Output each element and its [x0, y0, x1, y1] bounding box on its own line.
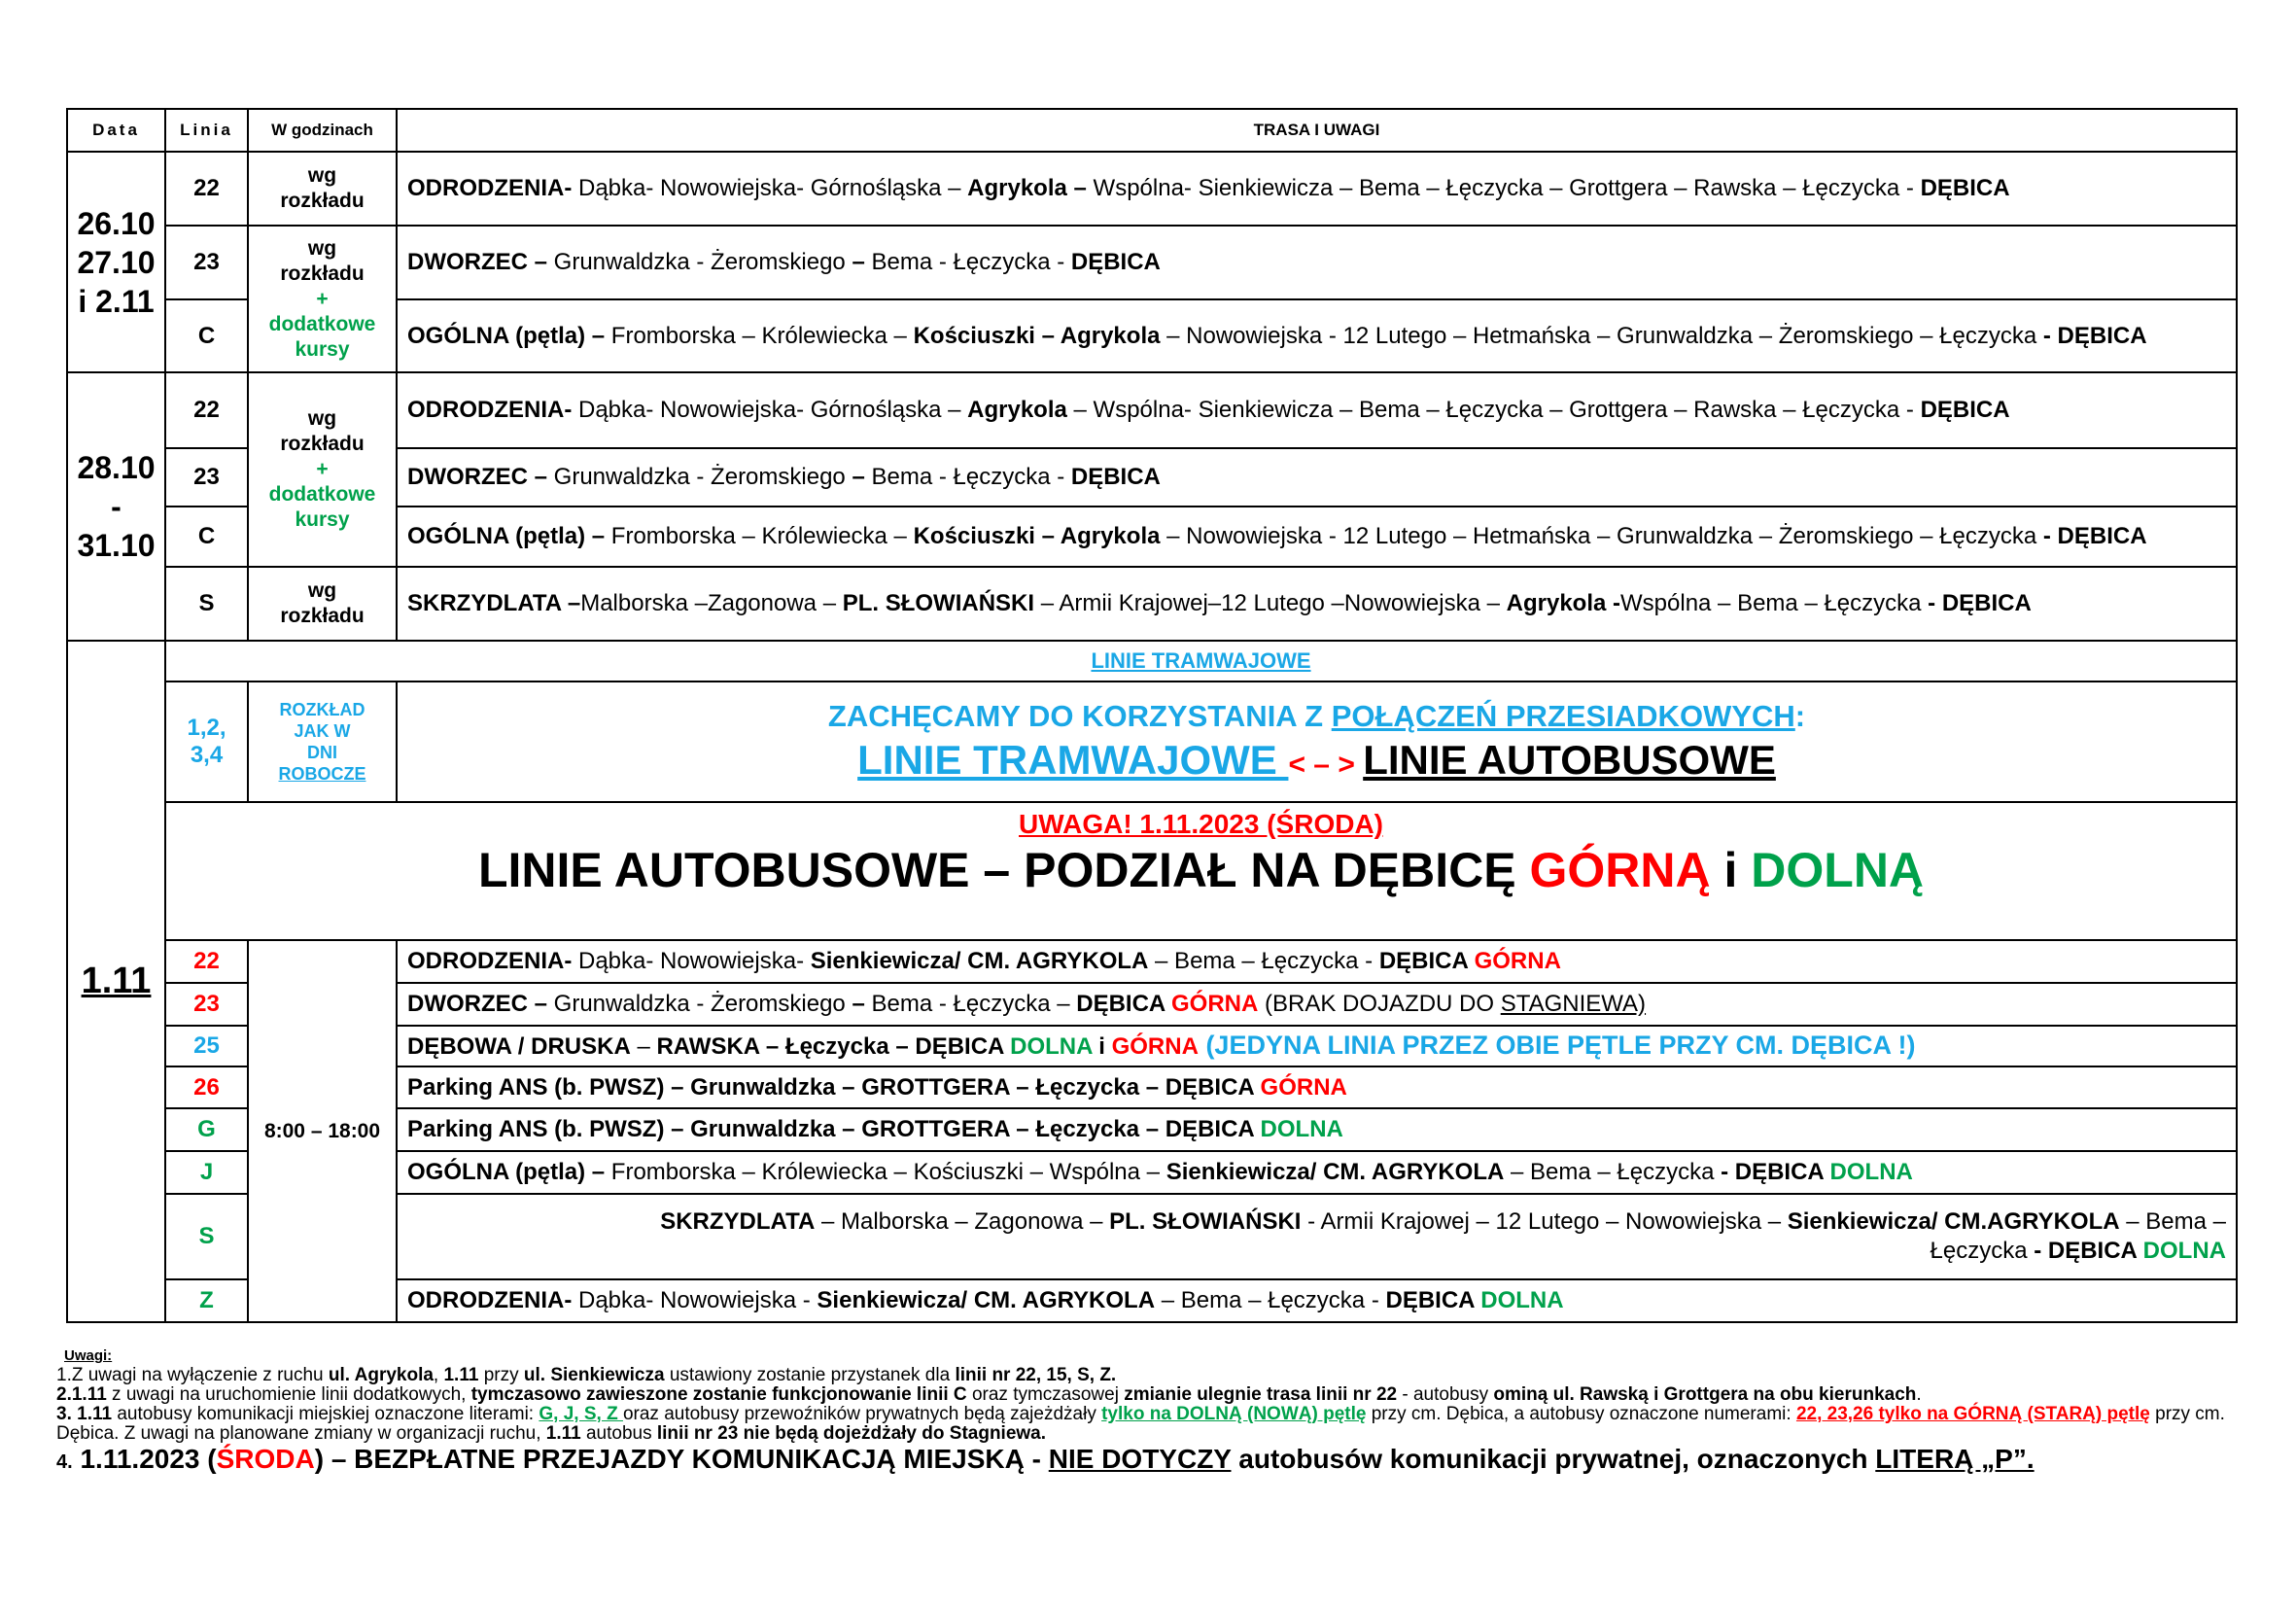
tram-line-numbers: 1,2, 3,4 [165, 682, 248, 802]
bus-division-notice: UWAGA! 1.11.2023 (ŚRODA) LINIE AUTOBUSOWE – PODZIAŁ NA DĘBICĘ GÓRNĄ i DOLNĄ [165, 802, 2237, 940]
route-cell: Parking ANS (b. PWSZ) – Grunwaldzka – GROTTGERA – Łęczycka – DĘBICA GÓRNA [397, 1066, 2237, 1108]
table-row [67, 372, 2237, 448]
line-number: 22 [165, 372, 248, 448]
line-number: 25 [165, 1026, 248, 1066]
note-1: 1.Z uwagi na wyłączenie z ruchu ul. Agrykola, 1.11 przy ul. Sienkiewicza ustawiony zostanie przystanek dla linii nr 22, 15, S, Z. [56, 1365, 1117, 1385]
table-row [67, 940, 2237, 983]
route-cell: ODRODZENIA- Dąbka- Nowowiejska- Górnośląska – Agrykola – Wspólna- Sienkiewicza – Bema – Łęczycka – Grottgera – Rawska – Łęczycka - DĘBICA [397, 152, 2237, 226]
route-cell: DWORZEC – Grunwaldzka - Żeromskiego – Bema - Łęczycka - DĘBICA [397, 448, 2237, 507]
header-line: Linia [165, 109, 248, 152]
header-row [67, 109, 2237, 152]
table-row [67, 682, 2237, 802]
transfer-promo: ZACHĘCAMY DO KORZYSTANIA Z POŁĄCZEŃ PRZESIADKOWYCH: LINIE TRAMWAJOWE < – > LINIE AUTOBUSOWE [397, 682, 2237, 802]
table-row [67, 226, 2237, 299]
hours-cell: wg rozkładu + dodatkowe kursy [248, 226, 397, 372]
line-number: J [165, 1151, 248, 1194]
block3-date: 1.11 [67, 641, 165, 1322]
route-cell: Parking ANS (b. PWSZ) – Grunwaldzka – GROTTGERA – Łęczycka – DĘBICA DOLNA [397, 1108, 2237, 1151]
note-4: 4. 1.11.2023 (ŚRODA) – BEZPŁATNE PRZEJAZDY KOMUNIKACJĄ MIEJSKĄ - NIE DOTYCZY autobusów komunikacji prywatnej, oznaczonych LITERĄ „P”. [56, 1444, 2035, 1474]
line-number: G [165, 1108, 248, 1151]
line-number: 22 [165, 940, 248, 983]
note-3: 3. 1.11 autobusy komunikacji miejskiej oznaczone literami: G, J, S, Z oraz autobusy przewoźników prywatnych będą zajeżdżały tylko na DOLNĄ (NOWĄ) pętlę przy cm. Dębica, a autobusy oznaczone numerami: 22, 23,26 tylko na GÓRNĄ (STARĄ) pętlę przy cm. Dębica. Z uwagi na planowane zmiany w organizacji ruchu, 1.11 autobus linii nr 23 nie będą dojeżdżały do Stagniewa. [56, 1404, 2225, 1444]
line-number: C [165, 299, 248, 372]
block2-dates: 28.10 - 31.10 [67, 372, 165, 641]
block1-dates: 26.10 27.10 i 2.11 [67, 152, 165, 372]
line-number: Z [165, 1279, 248, 1322]
line-number: 23 [165, 226, 248, 299]
header-date: Data [67, 109, 165, 152]
tram-schedule-note: ROZKŁAD JAK W DNI ROBOCZE [248, 682, 397, 802]
route-cell: SKRZYDLATA – Malborska – Zagonowa – PL. SŁOWIAŃSKI - Armii Krajowej – 12 Lutego – Nowowiejska – Sienkiewicza/ CM.AGRYKOLA – Bema – Łęczycka - DĘBICA DOLNA [397, 1194, 2237, 1279]
route-cell: DWORZEC – Grunwaldzka - Żeromskiego – Bema - Łęczycka - DĘBICA [397, 226, 2237, 299]
hours-cell: wg rozkładu [248, 152, 397, 226]
line-number: 22 [165, 152, 248, 226]
note-2: 2.1.11 z uwagi na uruchomienie linii dodatkowych, tymczasowo zawieszone zostanie funkcjonowanie linii C oraz tymczasowej zmianie ulegnie trasa linii nr 22 - autobusy ominą ul. Rawską i Grottgera na obu kierunkach. [56, 1384, 1922, 1405]
route-cell: SKRZYDLATA –Malborska –Zagonowa – PL. SŁOWIAŃSKI – Armii Krajowej–12 Lutego –Nowowiejska – Agrykola -Wspólna – Bema – Łęczycka - DĘBICA [397, 567, 2237, 641]
hours-cell: wg rozkładu + dodatkowe kursy [248, 372, 397, 567]
header-route: TRASA I UWAGI [397, 109, 2237, 152]
route-cell: ODRODZENIA- Dąbka- Nowowiejska- Sienkiewicza/ CM. AGRYKOLA – Bema – Łęczycka - DĘBICA GÓRNA [397, 940, 2237, 983]
route-cell: DWORZEC – Grunwaldzka - Żeromskiego – Bema - Łęczycka – DĘBICA GÓRNA (BRAK DOJAZDU DO STAGNIEWA) [397, 983, 2237, 1026]
route-cell: OGÓLNA (pętla) – Fromborska – Królewiecka – Kościuszki – Agrykola – Nowowiejska - 12 Lutego – Hetmańska – Grunwaldzka – Żeromskiego – Łęczycka - DĘBICA [397, 299, 2237, 372]
schedule-sheet [66, 108, 2238, 1323]
header-hours: W godzinach [248, 109, 397, 152]
table-row [67, 802, 2237, 940]
line-number: S [165, 567, 248, 641]
tram-lines-heading: LINIE TRAMWAJOWE [165, 641, 2237, 682]
hours-cell: wg rozkładu [248, 567, 397, 641]
route-cell: OGÓLNA (pętla) – Fromborska – Królewiecka – Kościuszki – Agrykola – Nowowiejska - 12 Lutego – Hetmańska – Grunwaldzka – Żeromskiego – Łęczycka - DĘBICA [397, 507, 2237, 567]
route-cell: ODRODZENIA- Dąbka- Nowowiejska- Górnośląska – Agrykola – Wspólna- Sienkiewicza – Bema – Łęczycka – Grottgera – Rawska – Łęczycka - DĘBICA [397, 372, 2237, 448]
line-number: 23 [165, 983, 248, 1026]
table-row [67, 152, 2237, 226]
route-cell: DĘBOWA / DRUSKA – RAWSKA – Łęczycka – DĘBICA DOLNA i GÓRNA (JEDYNA LINIA PRZEZ OBIE PĘTLE PRZY CM. DĘBICA !) [397, 1026, 2237, 1066]
route-cell: OGÓLNA (pętla) – Fromborska – Królewiecka – Kościuszki – Wspólna – Sienkiewicza/ CM. AGRYKOLA – Bema – Łęczycka - DĘBICA DOLNA [397, 1151, 2237, 1194]
line-number: S [165, 1194, 248, 1279]
notes-title: Uwagi: [64, 1347, 113, 1364]
schedule-table [66, 108, 2238, 1323]
line-number: 23 [165, 448, 248, 507]
line-number: C [165, 507, 248, 567]
table-row [67, 641, 2237, 682]
hours-cell: 8:00 – 18:00 [248, 940, 397, 1322]
line-number: 26 [165, 1066, 248, 1108]
route-cell: ODRODZENIA- Dąbka- Nowowiejska - Sienkiewicza/ CM. AGRYKOLA – Bema – Łęczycka - DĘBICA DOLNA [397, 1279, 2237, 1322]
table-row [67, 567, 2237, 641]
notes-section [56, 1346, 2234, 1478]
